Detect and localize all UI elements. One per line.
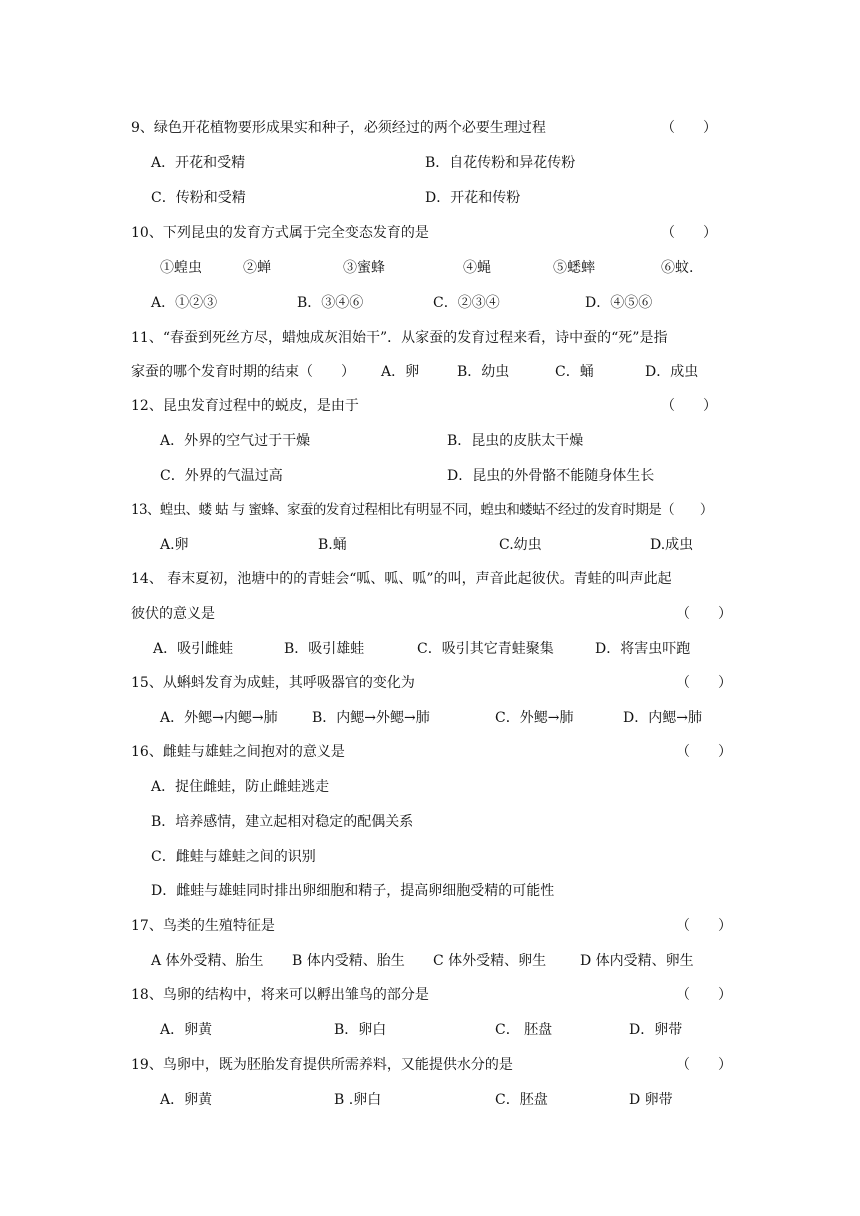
q11-option-b: B．幼虫 — [457, 364, 510, 380]
q9-option-b: B．自花传粉和异花传粉 — [425, 155, 576, 171]
q17-option-c: C 体外受精、卵生 — [433, 953, 547, 969]
q10-option-b: B．③④⑥ — [297, 295, 364, 311]
q10-option-d: D．④⑤⑥ — [585, 295, 653, 311]
question-12-bracket: （ ） — [661, 398, 717, 414]
q10-item-3: ③蜜蜂 — [343, 260, 385, 276]
question-9-bracket: （ ） — [661, 120, 717, 136]
question-15-stem: 15、从蝌蚪发育为成蛙，其呼吸器官的变化为 — [131, 675, 415, 691]
q14-option-a: A．吸引雌蛙 — [153, 641, 234, 657]
q11-option-a: A．卵 — [381, 364, 420, 380]
question-15-bracket: （ ） — [676, 675, 732, 691]
q14-option-d: D．将害虫吓跑 — [595, 641, 691, 657]
question-19-bracket: （ ） — [676, 1057, 732, 1073]
q10-item-5: ⑤蟋蟀 — [553, 260, 595, 276]
q12-option-a: A．外界的空气过于干燥 — [160, 433, 311, 449]
q17-option-d: D 体内受精、卵生 — [580, 953, 694, 969]
question-10-bracket: （ ） — [661, 225, 717, 241]
q14-option-b: B．吸引雄蛙 — [284, 641, 365, 657]
question-17-bracket: （ ） — [676, 918, 732, 934]
question-14-bracket: （ ） — [676, 606, 732, 622]
question-17-stem: 17、鸟类的生殖特征是 — [131, 918, 275, 934]
q12-option-d: D．昆虫的外骨骼不能随身体生长 — [447, 468, 655, 484]
q10-item-2: ②蝉 — [243, 260, 271, 276]
q13-option-c: C.幼虫 — [499, 537, 542, 553]
q13-option-a: A.卵 — [160, 537, 189, 553]
q16-option-b: B．培养感情，建立起相对稳定的配偶关系 — [151, 814, 414, 830]
question-14-stem-line1: 14、 春末夏初，池塘中的的青蛙会“呱、呱、呱”的叫，声音此起彼伏。青蛙的叫声此起 — [131, 571, 672, 587]
q9-option-d: D．开花和传粉 — [425, 190, 521, 206]
q13-option-b: B.蛹 — [318, 537, 347, 553]
q16-option-d: D．雌蛙与雄蛙同时排出卵细胞和精子，提高卵细胞受精的可能性 — [151, 883, 555, 899]
q16-option-a: A．捉住雌蛙，防止雌蛙逃走 — [151, 779, 330, 795]
question-11-stem-line1: 11、“春蚕到死丝方尽，蜡烛成灰泪始干”．从家蚕的发育过程来看，诗中蚕的“死”是指 — [131, 330, 668, 346]
q19-option-d: D 卵带 — [629, 1092, 673, 1108]
question-14-stem-line2: 彼伏的意义是 — [131, 606, 215, 622]
q18-option-d: D．卵带 — [629, 1022, 683, 1038]
q15-option-d: D．内鳃→肺 — [623, 710, 702, 726]
question-18-bracket: （ ） — [676, 987, 732, 1003]
question-11-stem-line2: 家蚕的哪个发育时期的结束（ ） — [131, 364, 355, 380]
question-18-stem: 18、鸟卵的结构中，将来可以孵出雏鸟的部分是 — [131, 987, 429, 1003]
q19-option-b: B .卵白 — [334, 1092, 382, 1108]
q18-option-b: B．卵白 — [334, 1022, 387, 1038]
q15-option-a: A．外鳃→内鳃→肺 — [160, 710, 278, 726]
q15-option-b: B．内鳃→外鳃→肺 — [312, 710, 430, 726]
q17-option-b: B 体内受精、胎生 — [292, 953, 405, 969]
q11-option-c: C．蛹 — [555, 364, 594, 380]
q10-option-a: A．①②③ — [151, 295, 218, 311]
question-9-stem: 9、绿色开花植物要形成果实和种子，必须经过的两个必要生理过程 — [131, 120, 546, 136]
q18-option-c: C． 胚盘 — [495, 1022, 553, 1038]
question-12-stem: 12、昆虫发育过程中的蜕皮，是由于 — [131, 398, 359, 414]
q11-option-d: D．成虫 — [645, 364, 699, 380]
question-13-stem: 13、蝗虫、蝼 蛄 与 蜜蜂、家蚕的发育过程相比有明显不同，蝗虫和蝼蛄不经过的发育时期是（ ） — [131, 502, 713, 518]
question-16-stem: 16、雌蛙与雄蛙之间抱对的意义是 — [131, 744, 345, 760]
q14-option-c: C．吸引其它青蛙聚集 — [417, 641, 554, 657]
q12-option-b: B．昆虫的皮肤太干燥 — [447, 433, 584, 449]
q18-option-a: A．卵黄 — [160, 1022, 213, 1038]
q10-item-1: ①蝗虫 — [160, 260, 202, 276]
q19-option-a: A．卵黄 — [160, 1092, 213, 1108]
question-10-stem: 10、下列昆虫的发育方式属于完全变态发育的是 — [131, 225, 429, 241]
q12-option-c: C．外界的气温过高 — [160, 468, 283, 484]
question-16-bracket: （ ） — [676, 744, 732, 760]
q9-option-c: C．传粉和受精 — [151, 190, 246, 206]
q16-option-c: C．雌蛙与雄蛙之间的识别 — [151, 849, 316, 865]
q9-option-a: A．开花和受精 — [151, 155, 246, 171]
q15-option-c: C．外鳃→肺 — [495, 710, 574, 726]
q10-option-c: C．②③④ — [433, 295, 500, 311]
q19-option-c: C．胚盘 — [495, 1092, 548, 1108]
q10-item-4: ④蝇 — [463, 260, 491, 276]
q13-option-d: D.成虫 — [650, 537, 694, 553]
q17-option-a: A 体外受精、胎生 — [151, 953, 264, 969]
question-19-stem: 19、鸟卵中，既为胚胎发育提供所需养料，又能提供水分的是 — [131, 1057, 513, 1073]
q10-item-6: ⑥蚊. — [661, 260, 694, 276]
